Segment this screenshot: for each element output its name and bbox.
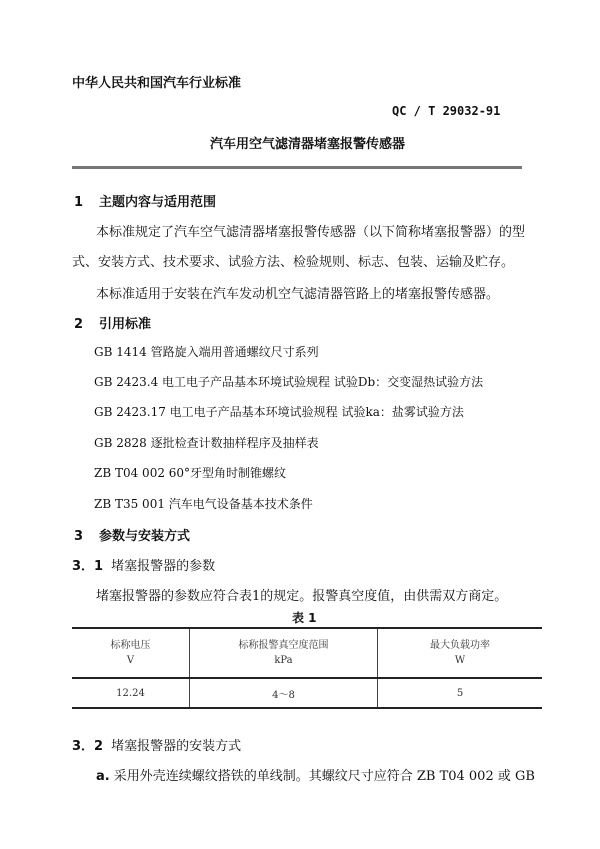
paragraph: 本标准规定了汽车空气滤清器堵塞报警传感器（以下简称堵塞报警器）的型 [96, 225, 526, 240]
reference-item: GB 2423.4 电工电子产品基本环境试验规程 试验Db：交变湿热试验方法 [94, 375, 484, 389]
standard-header: 中华人民共和国汽车行业标准 [72, 76, 242, 91]
section-number: 3 [74, 529, 84, 544]
subsection-number: 3．2 [72, 739, 104, 754]
paragraph: 本标准适用于安装在汽车发动机空气滤清器管路上的堵塞报警传感器。 [96, 287, 500, 302]
table-header-row [72, 628, 542, 678]
subsection-title: 堵塞报警器的参数 [111, 559, 216, 574]
list-label: a. [96, 769, 110, 784]
section-number: 1 [74, 195, 84, 210]
reference-item: GB 1414 管路旋入端用普通螺纹尺寸系列 [94, 345, 319, 359]
column-header: 最大负载功率 W [378, 628, 543, 678]
reference-item: GB 2423.17 电工电子产品基本环境试验规程 试验ka：盐雾试验方法 [94, 405, 464, 419]
reference-item: ZB T35 001 汽车电气设备基本技术条件 [94, 497, 313, 511]
document-title: 汽车用空气滤清器堵塞报警传感器 [210, 137, 406, 152]
paragraph: 堵塞报警器的参数应符合表1的规定。报警真空度值，由供需双方商定。 [96, 589, 508, 604]
table-row [72, 678, 542, 708]
table-cell: 4～8 [190, 678, 378, 708]
reference-item: ZB T04 002 60°牙型角时制锥螺纹 [94, 466, 287, 480]
parameter-table [72, 627, 542, 709]
table-cell: 5 [378, 678, 543, 708]
subsection-title: 堵塞报警器的安装方式 [111, 739, 242, 754]
table-caption: 表 1 [292, 611, 317, 625]
paragraph: 式、安装方式、技术要求、试验方法、检验规则、标志、包装、运输及贮存。 [72, 255, 515, 270]
header-rule [72, 166, 522, 169]
standard-code: QC / T 29032-91 [392, 104, 501, 118]
reference-item: GB 2828 逐批检查计数抽样程序及抽样表 [94, 436, 319, 450]
section-title: 引用标准 [99, 317, 152, 332]
column-header: 标称报警真空度范围 kPa [190, 628, 378, 678]
section-title: 主题内容与适用范围 [99, 195, 217, 210]
subsection-number: 3．1 [72, 559, 104, 574]
paragraph: 采用外壳连续螺纹搭铁的单线制。其螺纹尺寸应符合 ZB T04 002 或 GB [113, 769, 535, 784]
section-number: 2 [74, 317, 84, 332]
table-cell: 12.24 [72, 678, 190, 708]
column-header: 标称电压 V [72, 628, 190, 678]
section-title: 参数与安装方式 [99, 529, 191, 544]
